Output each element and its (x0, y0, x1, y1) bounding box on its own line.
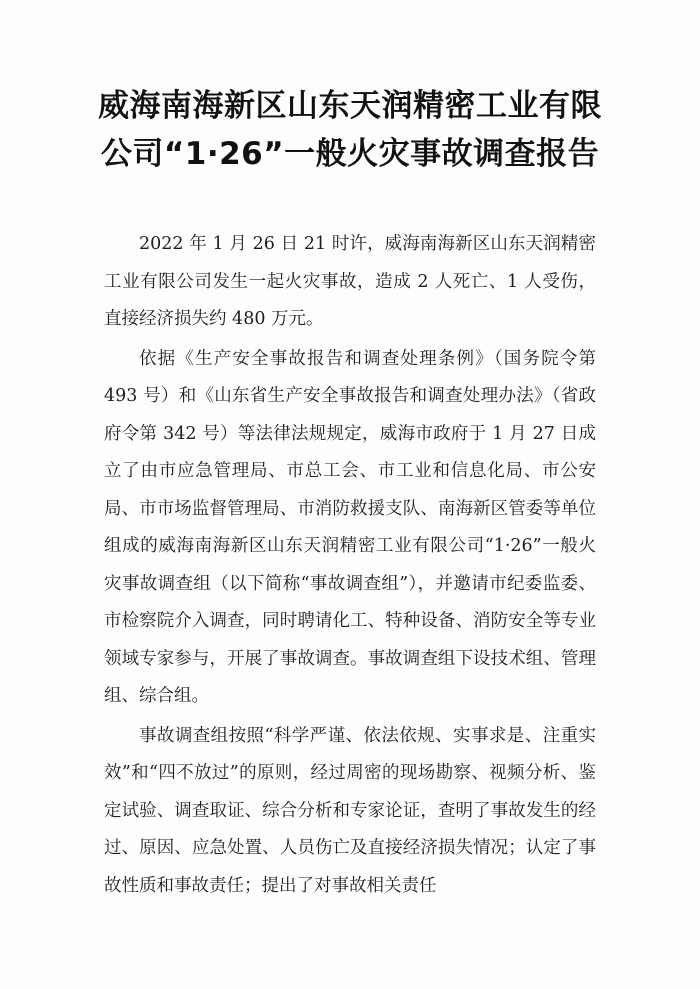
paragraph-investigation-principles: 事故调查组按照“科学严谨、依法依规、实事求是、注重实效”和“四不放过”的原则，经过周密的现场勘察、视频分析、鉴定试验、调查取证、综合分析和专家论证，查明了事故发生的经过、原因、应急处置、人员伤亡及直接经济损失情况；认定了事故性质和事故责任；提出了对事故相关责任 (104, 725, 596, 896)
title-line-2: 公司“1·26”一般火灾事故调查报告 (100, 136, 600, 172)
paragraph-summary: 2022 年 1 月 26 日 21 时许，威海南海新区山东天润精密工业有限公司发生一起火灾事故，造成 2 人死亡、1 人受伤，直接经济损失约 480 万元。 (104, 234, 596, 329)
document-title (60, 82, 640, 178)
paragraph-investigation-basis: 依据《生产安全事故报告和调查处理条例》（国务院令第 493 号）和《山东省生产安全事故报告和调查处理办法》（省政府令第 342 号）等法律法规规定，威海市政府于 1 月 27 日成立了由市应急管理局、市总工会、市工业和信息化局、市公安局、市市场监督管理局、市消防救援支队、南海新区管委等单位组成的威海南海新区山东天润精密工业有限公司“1·26”一般火灾事故调查组（以下简称“事故调查组”），并邀请市纪委监委、市检察院介入调查，同时聘请化工、特种设备、消防安全等专业领域专家参与，开展了事故调查。事故调查组下设技术组、管理组、综合组。 (104, 348, 596, 706)
title-line-1: 威海南海新区山东天润精密工业有限 (98, 88, 602, 124)
document-body (104, 226, 596, 905)
